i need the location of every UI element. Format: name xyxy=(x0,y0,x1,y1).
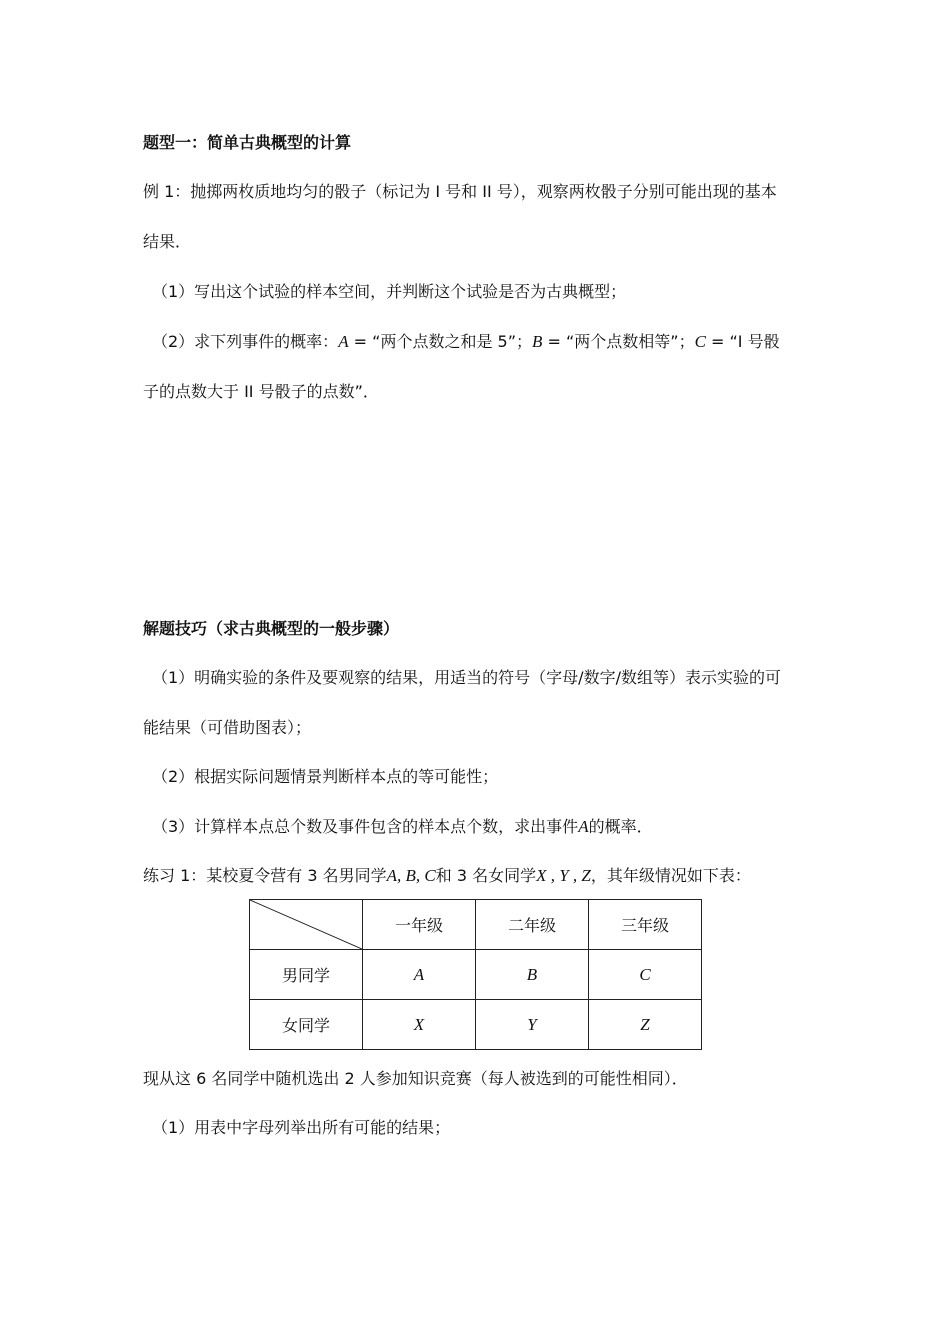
section-title: 题型一：简单古典概型的计算 xyxy=(143,133,352,152)
boys-symbols: A, B, C xyxy=(386,866,436,885)
table-cell: C xyxy=(589,950,702,1000)
question-2-prefix: （2）求下列事件的概率： xyxy=(152,332,339,351)
table-row xyxy=(250,1000,702,1050)
exercise-intro-part2: 和 3 名女同学 xyxy=(435,866,537,885)
tips-step-3 xyxy=(152,816,653,838)
exercise-intro xyxy=(143,865,751,887)
step-3-event-symbol: A xyxy=(578,817,589,836)
table-corner-cell xyxy=(250,900,363,950)
example-question-2 xyxy=(152,331,780,353)
table-row xyxy=(250,950,702,1000)
step-3-suffix: 的概率． xyxy=(588,817,653,836)
grade-table xyxy=(249,899,702,1050)
table-cell: Y xyxy=(476,1000,589,1050)
table-cell: Z xyxy=(589,1000,702,1050)
exercise-after-table: 现从这 6 名同学中随机选出 2 人参加知识竞赛（每人被选到的可能性相同）． xyxy=(143,1069,688,1088)
event-a-text: = “两个点数之和是 5”； xyxy=(348,332,533,351)
step-3-prefix: （3）计算样本点总个数及事件包含的样本点个数，求出事件 xyxy=(152,817,579,836)
tips-step-2: （2）根据实际问题情景判断样本点的等可能性； xyxy=(152,767,499,786)
girls-symbols: X , Y , Z xyxy=(536,866,591,885)
row-header: 男同学 xyxy=(250,950,363,1000)
example-question-1: （1）写出这个试验的样本空间，并判断这个试验是否为古典概型； xyxy=(152,282,627,301)
event-b-text: = “两个点数相等”； xyxy=(542,332,695,351)
tips-title: 解题技巧（求古典概型的一般步骤） xyxy=(143,619,400,638)
row-header: 女同学 xyxy=(250,1000,363,1050)
column-header: 三年级 xyxy=(589,900,702,950)
event-a-symbol: A xyxy=(338,332,349,351)
column-header: 一年级 xyxy=(363,900,476,950)
example-question-2-cont: 子的点数大于 II 号骰子的点数”． xyxy=(143,382,379,401)
table-cell: B xyxy=(476,950,589,1000)
diagonal-line xyxy=(250,900,362,949)
exercise-intro-part3: ，其年级情况如下表： xyxy=(590,866,751,885)
example-intro-line1: 例 1：抛掷两枚质地均匀的骰子（标记为 I 号和 II 号），观察两枚骰子分别可能出现的基本 xyxy=(143,182,777,201)
table-cell: A xyxy=(363,950,476,1000)
tips-step-1: （1）明确实验的条件及要观察的结果，用适当的符号（字母/数字/数组等）表示实验的可 xyxy=(152,668,781,687)
event-c-symbol: C xyxy=(694,332,706,351)
event-b-symbol: B xyxy=(532,332,543,351)
table-header-row xyxy=(250,900,702,950)
tips-step-1-cont: 能结果（可借助图表）； xyxy=(143,718,312,737)
table-cell: X xyxy=(363,1000,476,1050)
event-c-text: = “I 号骰 xyxy=(705,332,780,351)
exercise-intro-part1: 练习 1：某校夏令营有 3 名男同学 xyxy=(143,866,387,885)
exercise-question-1: （1）用表中字母列举出所有可能的结果； xyxy=(152,1118,451,1137)
column-header: 二年级 xyxy=(476,900,589,950)
example-intro-line2: 结果． xyxy=(143,232,192,251)
